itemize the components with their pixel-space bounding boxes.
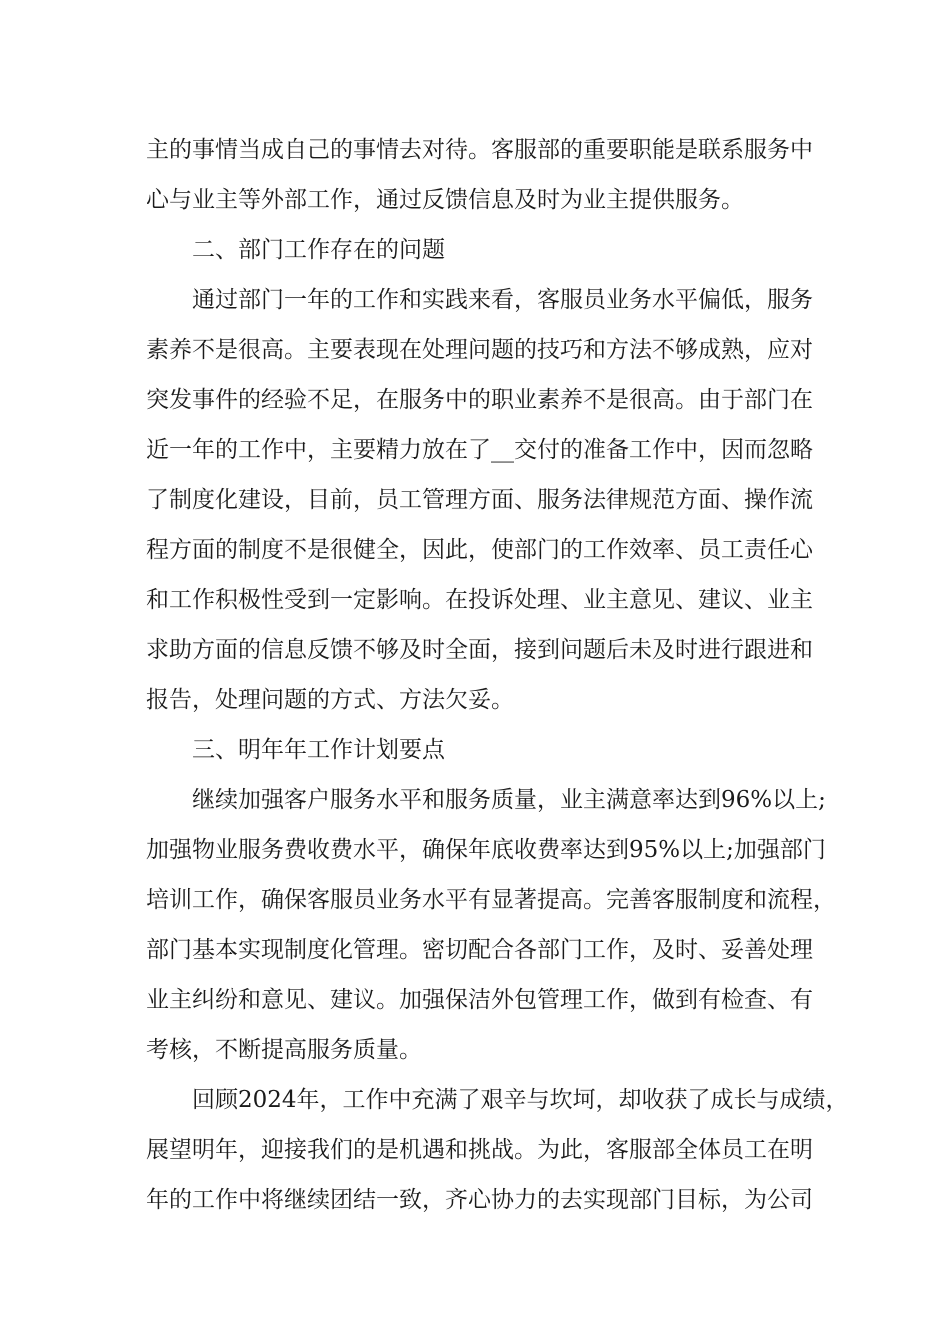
- section-heading: 三、明年年工作计划要点: [192, 737, 445, 763]
- paragraph-line: 培训工作，确保客服员业务水平有显著提高。完善客服制度和流程，: [146, 887, 836, 913]
- paragraph-line: 加强物业服务费收费水平，确保年底收费率达到95%以上;加强部门: [146, 837, 826, 863]
- paragraph-line: 通过部门一年的工作和实践来看，客服员业务水平偏低，服务: [192, 287, 813, 313]
- paragraph-line: 了制度化建设，目前，员工管理方面、服务法律规范方面、操作流: [146, 487, 813, 513]
- paragraph-line: 近一年的工作中，主要精力放在了__交付的准备工作中，因而忽略: [146, 437, 813, 463]
- paragraph-line: 回顾2024年，工作中充满了艰辛与坎坷，却收获了成长与成绩，: [192, 1087, 849, 1113]
- paragraph-line: 部门基本实现制度化管理。密切配合各部门工作，及时、妥善处理: [146, 937, 813, 963]
- paragraph-line: 年的工作中将继续团结一致，齐心协力的去实现部门目标，为公司: [146, 1187, 813, 1213]
- section-heading: 二、部门工作存在的问题: [192, 237, 445, 263]
- paragraph-line: 程方面的制度不是很健全，因此，使部门的工作效率、员工责任心: [146, 537, 813, 563]
- paragraph-line: 考核，不断提高服务质量。: [146, 1037, 422, 1063]
- paragraph-line: 继续加强客户服务水平和服务质量，业主满意率达到96%以上;: [192, 787, 826, 813]
- paragraph-line: 素养不是很高。主要表现在处理问题的技巧和方法不够成熟，应对: [146, 337, 813, 363]
- paragraph-line: 主的事情当成自己的事情去对待。客服部的重要职能是联系服务中: [146, 137, 813, 163]
- paragraph-line: 业主纠纷和意见、建议。加强保洁外包管理工作，做到有检查、有: [146, 987, 813, 1013]
- paragraph-line: 展望明年，迎接我们的是机遇和挑战。为此，客服部全体员工在明: [146, 1137, 813, 1163]
- paragraph-line: 和工作积极性受到一定影响。在投诉处理、业主意见、建议、业主: [146, 587, 813, 613]
- paragraph-line: 求助方面的信息反馈不够及时全面，接到问题后未及时进行跟进和: [146, 637, 813, 663]
- paragraph-line: 报告，处理问题的方式、方法欠妥。: [146, 687, 514, 713]
- paragraph-line: 突发事件的经验不足，在服务中的职业素养不是很高。由于部门在: [146, 387, 813, 413]
- paragraph-line: 心与业主等外部工作，通过反馈信息及时为业主提供服务。: [146, 187, 744, 213]
